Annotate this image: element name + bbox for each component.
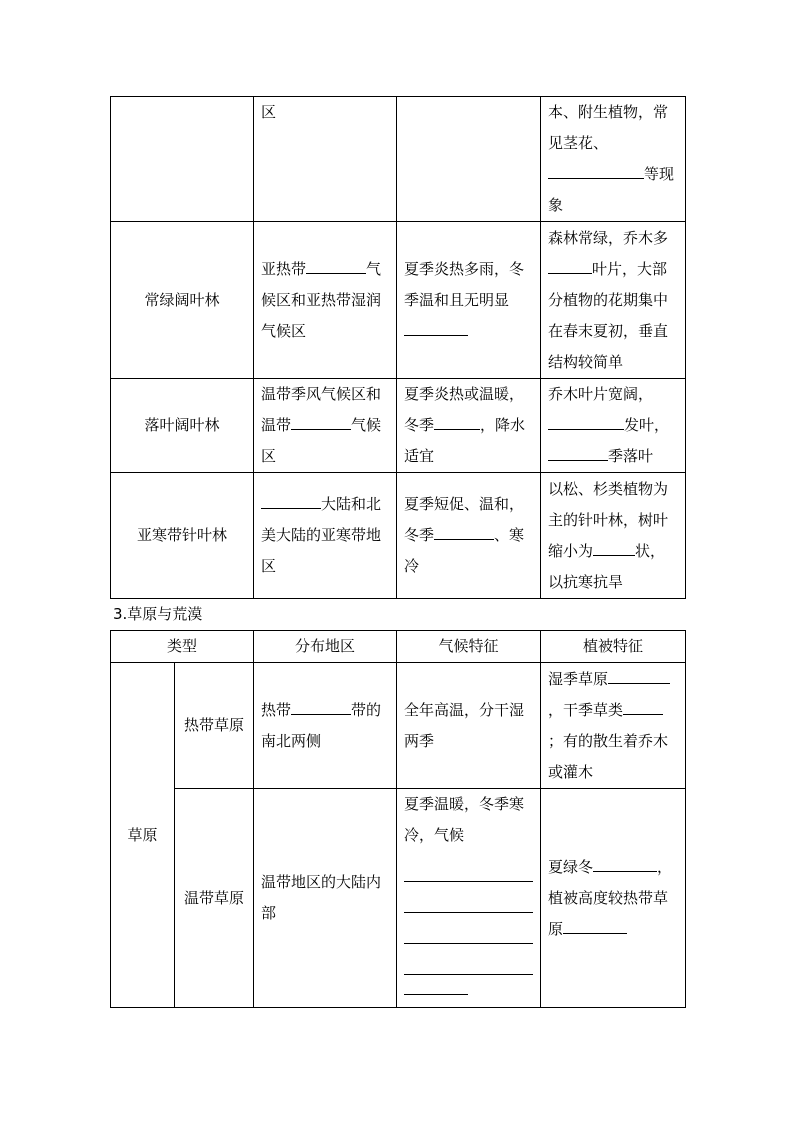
answer-blank[interactable] [291,410,351,430]
distribution-cell: 区 [254,97,397,222]
answer-blank[interactable] [404,882,533,913]
distribution-cell: 热带 带的南北两侧 [254,663,397,789]
header-vegetation: 植被特征 [541,631,686,663]
header-type: 类型 [111,631,254,663]
answer-blank[interactable] [548,441,608,461]
answer-blank[interactable] [404,316,468,336]
forest-table [110,96,686,599]
distribution-cell: 大陆和北美大陆的亚寒带地区 [254,473,397,599]
answer-blank[interactable] [608,664,670,684]
climate-cell: 夏季炎热或温暖，冬季 ，降水适宜 [397,379,541,473]
answer-blank[interactable] [434,410,480,430]
answer-blank[interactable] [593,852,657,872]
climate-cell: 夏季短促、温和，冬季 、寒冷 [397,473,541,599]
answer-blank[interactable] [548,159,644,179]
distribution-cell: 温带地区的大陆内部 [254,789,397,1008]
type-cell [111,97,254,222]
table-row [111,473,686,599]
vegetation-cell: 本、附生植物，常见茎花、 等现象 [541,97,686,222]
answer-blank[interactable] [593,536,635,556]
table-row [111,663,686,789]
type-cell: 常绿阔叶林 [111,222,254,379]
answer-blank[interactable] [563,914,627,934]
table-row [111,379,686,473]
climate-cell: 夏季炎热多雨，冬季温和且无明显 [397,222,541,379]
answer-blank[interactable] [306,254,366,274]
type-cell: 热带草原 [175,663,254,789]
answer-blank[interactable] [261,489,321,509]
vegetation-cell: 乔木叶片宽阔，发叶， 季落叶 [541,379,686,473]
climate-cell: 夏季温暖，冬季寒冷，气候 [397,789,541,1008]
answer-blank[interactable] [623,695,663,715]
vegetation-cell: 以松、杉类植物为主的针叶林，树叶缩小为 状，以抗寒抗旱 [541,473,686,599]
type-cell: 温带草原 [175,789,254,1008]
answer-blank[interactable] [404,975,468,995]
header-climate: 气候特征 [397,631,541,663]
climate-cell [397,97,541,222]
table-row [111,789,686,1008]
distribution-cell: 亚热带 气候区和亚热带湿润气候区 [254,222,397,379]
table-header-row [111,631,686,663]
vegetation-cell: 夏绿冬 ，植被高度较热带草原 [541,789,686,1008]
climate-cell: 全年高温，分干湿两季 [397,663,541,789]
answer-blank[interactable] [404,913,533,944]
answer-blank[interactable] [548,410,624,430]
answer-blank[interactable] [404,851,533,882]
type-cell: 亚寒带针叶林 [111,473,254,599]
answer-blank[interactable] [291,695,351,715]
grassland-table [110,630,686,1008]
section-title: 3.草原与荒漠 [113,605,203,623]
answer-blank[interactable] [434,520,494,540]
vegetation-cell: 湿季草原，干季草类；有的散生着乔木或灌木 [541,663,686,789]
vegetation-cell: 森林常绿，乔木多 叶片，大部分植物的花期集中在春末夏初，垂直结构较简单 [541,222,686,379]
distribution-cell: 温带季风气候区和温带 气候区 [254,379,397,473]
header-distribution: 分布地区 [254,631,397,663]
table-row [111,222,686,379]
answer-blank[interactable] [548,254,592,274]
table-row [111,97,686,222]
group-cell: 草原 [111,663,175,1008]
type-cell: 落叶阔叶林 [111,379,254,473]
answer-blank[interactable] [404,944,533,975]
